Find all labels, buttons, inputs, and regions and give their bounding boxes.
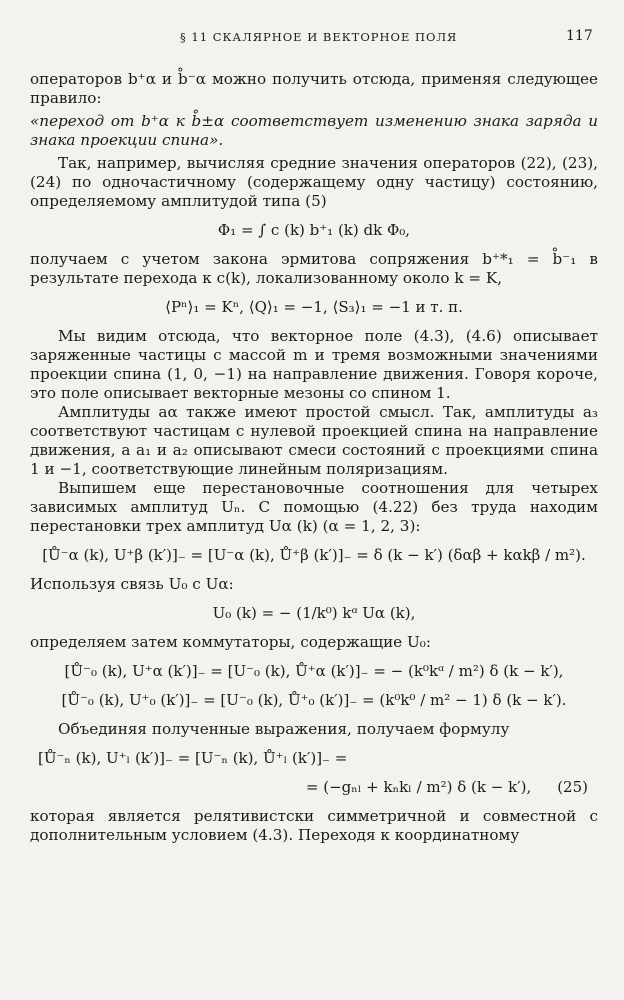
equation-averages: ⟨Pⁿ⟩₁ = Kⁿ, ⟨Q⟩₁ = −1, ⟨S₃⟩₁ = −1 и т. п. (165, 298, 463, 316)
equation-u0: U₀ (k) = − (1/k⁰) kᵅ Uα (k), (212, 604, 416, 622)
equation-number: (25) (557, 778, 588, 796)
equation-commutator-1: [Ů⁻α (k), U⁺β (k′)]₋ = [U⁻α (k), Ů⁺β (k′)]₋ = δ (k − k′) (δαβ + kαkβ / m²). (42, 546, 586, 564)
page-header (0, 28, 624, 48)
paragraph-amplitudes: Амплитуды aα также имеют простой смысл. Так, амплитуды a₃ соответствуют частицам с нулевой проекцией спина на направление движения, а a₁ и a₂ описывают смеси состояний с проекциями спина 1 и −1, соответствующие линейным поляризациям. (30, 403, 598, 478)
paragraph-permutations: Выпишем еще перестановочные соотношения для четырех зависимых амплитуд Uₙ. С помощью (4.22) без труда находим перестановки трех амплитуд Uα (k) (α = 1, 2, 3): (30, 479, 598, 535)
paragraph-using-relation: Используя связь U₀ с Uα: (30, 575, 234, 593)
equation-commutator-4b-body: = (−gₙₗ + kₙkₗ / m²) δ (k − k′), (305, 778, 532, 796)
paragraph-hermitian: получаем с учетом закона эрмитова сопряжения b⁺*₁ = b̊⁻₁ в результате перехода к c(k), локализованному около k = K, (30, 250, 598, 287)
equation-phi: Φ₁ = ∫ c (k) b⁺₁ (k) dk Φ₀, (217, 221, 411, 239)
paragraph-vector-field: Мы видим отсюда, что векторное поле (4.3), (4.6) описывает заряженные частицы с массой m и тремя возможными значениями проекции спина (1, 0, −1) на направление движения. Говоря короче, это поле описывает векторные мезоны со спином 1. (30, 327, 598, 402)
paragraph-operators: операторов b⁺α и b̊⁻α можно получить отсюда, применяя следующее правило: (30, 70, 598, 107)
equation-commutator-4a: [Ů⁻ₙ (k), U⁺ₗ (k′)]₋ = [U⁻ₙ (k), Ů⁺ₗ (k′)]₋ = (38, 749, 348, 767)
equation-commutator-3: [Ů⁻₀ (k), U⁺₀ (k′)]₋ = [U⁻₀ (k), Ů⁺₀ (k′)]₋ = (k⁰k⁰ / m² − 1) δ (k − k′). (61, 691, 567, 709)
paragraph-commutators-u0: определяем затем коммутаторы, содержащие U₀: (30, 633, 432, 651)
equation-commutator-4b (30, 778, 598, 797)
page-body (30, 70, 598, 845)
paragraph-averages-intro: Так, например, вычисляя средние значения операторов (22), (23), (24) по одночастичному (содержащему одну частицу) состоянию, определяемому амплитудой типа (5) (30, 154, 598, 210)
paragraph-combining: Объединяя полученные выражения, получаем формулу (58, 720, 510, 738)
page-number: 117 (566, 28, 593, 44)
equation-commutator-2: [Ů⁻₀ (k), U⁺α (k′)]₋ = [U⁻₀ (k), Ů⁺α (k′)]₋ = − (k⁰kᵅ / m²) δ (k − k′), (64, 662, 564, 680)
running-head: § 11 СКАЛЯРНОЕ И ВЕКТОРНОЕ ПОЛЯ (180, 30, 458, 44)
charge-rule: «переход от b⁺α к b̊±α соответствует изменению знака заряда и знака проекции спина». (30, 112, 598, 149)
paragraph-relativistic: которая является релятивистски симметричной и совместной с дополнительным условием (4.3). Переходя к координатному (30, 807, 598, 844)
